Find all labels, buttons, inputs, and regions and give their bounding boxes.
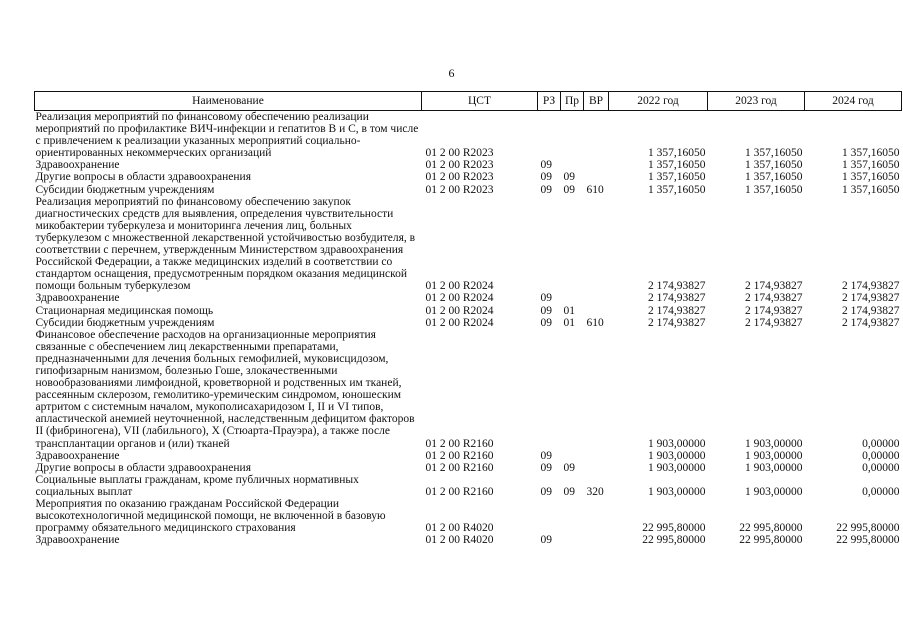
header-rz: РЗ xyxy=(538,92,561,111)
cell-cst: 01 2 00 R2023 xyxy=(425,147,494,160)
cell-name: Субсидии бюджетным учреждениям xyxy=(35,183,215,196)
cell-pr xyxy=(561,111,584,160)
page-number: 6 xyxy=(448,66,455,80)
cell-2022: 2 174,93827 xyxy=(648,304,706,317)
cell-cst: 01 2 00 R2160 xyxy=(425,461,494,474)
cell-2023: 2 174,93827 xyxy=(745,304,803,317)
cell-2024: 1 357,16050 xyxy=(842,159,900,172)
table-row xyxy=(35,171,902,183)
cell-rz: 09 xyxy=(540,316,552,329)
table-row xyxy=(35,159,902,171)
table-row xyxy=(35,450,902,462)
cell-pr: 09 xyxy=(563,461,575,474)
header-vr: ВР xyxy=(584,92,609,111)
cell-2022: 2 174,93827 xyxy=(648,292,706,305)
cell-pr: 09 xyxy=(563,171,575,184)
cell-cst: 01 2 00 R2024 xyxy=(425,280,494,293)
cell-cst: 01 2 00 R4020 xyxy=(425,522,494,535)
cell-name: Финансовое обеспечение расходов на организационные мероприятия связанные с обеспечением лиц лекарственными препаратами, предназначенными для лечения больных гемофилией, муковисцидозом, гипофизарным нанизмом, болезнью Гоше, злокачественными новообразованиями лимфоидной, кроветворной и родственных им тканей, рассеянным склерозом, гемолитико-уремическим синдромом, юношеским артритом с системным началом, мукополисахаридозом I, II и VI типов, апластической анемией неуточненной, наследственным дефицитом факторов II (фибриногена), VII (лабильного), X (Стюарта-Прауэра), а также после трансплантации органов и (или) тканей xyxy=(35,328,415,450)
header-2023: 2023 год xyxy=(708,92,805,111)
cell-pr: 09 xyxy=(563,485,575,498)
cell-2022: 2 174,93827 xyxy=(648,280,706,293)
budget-table xyxy=(34,91,902,546)
table-row xyxy=(35,196,902,293)
cell-vr: 610 xyxy=(586,183,604,196)
cell-2024: 22 995,80000 xyxy=(836,534,900,547)
cell-2022: 1 357,16050 xyxy=(648,159,706,172)
cell-2022: 22 995,80000 xyxy=(642,534,706,547)
cell-2022: 1 357,16050 xyxy=(648,183,706,196)
cell-2024: 0,00000 xyxy=(862,485,900,498)
table-row xyxy=(35,184,902,196)
cell-2024: 0,00000 xyxy=(862,437,900,450)
cell-pr xyxy=(561,450,584,462)
cell-cst: 01 2 00 R2023 xyxy=(425,183,494,196)
cell-name: Здравоохранение xyxy=(35,159,120,172)
cell-2023: 1 357,16050 xyxy=(745,147,803,160)
cell-vr xyxy=(584,498,609,534)
header-2022: 2022 год xyxy=(609,92,708,111)
cell-pr xyxy=(561,292,584,304)
cell-2023: 1 903,00000 xyxy=(745,461,803,474)
cell-name: Здравоохранение xyxy=(35,449,120,462)
cell-rz xyxy=(538,196,561,293)
cell-cst: 01 2 00 R2160 xyxy=(425,485,494,498)
cell-vr xyxy=(584,450,609,462)
cell-2022: 1 357,16050 xyxy=(648,171,706,184)
cell-rz xyxy=(538,329,561,450)
cell-vr xyxy=(584,159,609,171)
cell-pr xyxy=(561,534,584,546)
cell-2024: 1 357,16050 xyxy=(842,183,900,196)
cell-name: Субсидии бюджетным учреждениям xyxy=(35,316,215,329)
cell-cst: 01 2 00 R2024 xyxy=(425,292,494,305)
cell-2023: 1 357,16050 xyxy=(745,171,803,184)
cell-2022: 22 995,80000 xyxy=(642,522,706,535)
header-name: Наименование xyxy=(35,92,422,111)
cell-2023: 1 903,00000 xyxy=(745,437,803,450)
cell-pr xyxy=(561,196,584,293)
cell-vr: 610 xyxy=(586,316,604,329)
cell-cst: 01 2 00 R2023 xyxy=(425,159,494,172)
cell-2024: 2 174,93827 xyxy=(842,304,900,317)
cell-rz: 09 xyxy=(540,159,552,172)
cell-rz xyxy=(538,111,561,160)
table-row xyxy=(35,474,902,498)
cell-2024: 0,00000 xyxy=(862,449,900,462)
header-2024: 2024 год xyxy=(805,92,902,111)
cell-2024: 22 995,80000 xyxy=(836,522,900,535)
table-row xyxy=(35,111,902,160)
table-row xyxy=(35,462,902,474)
cell-rz: 09 xyxy=(540,461,552,474)
table-header-row xyxy=(35,92,902,111)
cell-name: Реализация мероприятий по финансовому обеспечению закупок диагностических средств для выявления, определения чувствительности микобактерии туберкулеза и мониторинга лечения лиц, больных туберкулезом с множественной лекарственной устойчивостью возбудителя, в соответствии с перечнем, утвержденным Министерством здравоохранения Российской Федерации, а также медицинских изделий в соответствии со стандартом оснащения, предусмотренным порядком оказания медицинской помощи больным туберкулезом xyxy=(35,195,416,293)
cell-vr xyxy=(584,171,609,183)
cell-name: Реализация мероприятий по финансовому обеспечению реализации мероприятий по профилактике ВИЧ-инфекции и гепатитов В и С, в том числе с привлечением к реализации указанных мероприятий социально-ориентированных некоммерческих организаций xyxy=(35,111,419,160)
cell-rz: 09 xyxy=(540,292,552,305)
cell-2023: 22 995,80000 xyxy=(739,522,803,535)
cell-vr: 320 xyxy=(586,485,604,498)
cell-2023: 1 903,00000 xyxy=(745,449,803,462)
cell-cst: 01 2 00 R2023 xyxy=(425,171,494,184)
cell-2022: 1 903,00000 xyxy=(648,437,706,450)
header-pr: Пр xyxy=(561,92,584,111)
table-row xyxy=(35,329,902,450)
cell-2022: 2 174,93827 xyxy=(648,316,706,329)
cell-pr: 09 xyxy=(563,183,575,196)
cell-rz: 09 xyxy=(540,171,552,184)
cell-name: Здравоохранение xyxy=(35,292,120,305)
cell-2023: 2 174,93827 xyxy=(745,292,803,305)
cell-2023: 1 357,16050 xyxy=(745,159,803,172)
cell-2022: 1 903,00000 xyxy=(648,485,706,498)
cell-name: Мероприятия по оказанию гражданам Российской Федерации высокотехнологичной медицинской помощи, не включенной в базовую программу обязательного медицинского страхования xyxy=(35,498,386,535)
cell-name: Другие вопросы в области здравоохранения xyxy=(35,461,251,474)
cell-2023: 1 357,16050 xyxy=(745,183,803,196)
table-row xyxy=(35,534,902,546)
table-row xyxy=(35,498,902,534)
cell-2022: 1 903,00000 xyxy=(648,461,706,474)
cell-vr xyxy=(584,534,609,546)
cell-vr xyxy=(584,111,609,160)
cell-rz: 09 xyxy=(540,449,552,462)
cell-name: Социальные выплаты гражданам, кроме публичных нормативных социальных выплат xyxy=(35,473,359,498)
cell-name: Стационарная медицинская помощь xyxy=(35,304,214,317)
cell-2023: 2 174,93827 xyxy=(745,316,803,329)
cell-name: Здравоохранение xyxy=(35,534,120,547)
table-row xyxy=(35,317,902,329)
cell-vr xyxy=(584,462,609,474)
cell-vr xyxy=(584,329,609,450)
cell-cst: 01 2 00 R2024 xyxy=(425,304,494,317)
cell-2024: 0,00000 xyxy=(862,461,900,474)
header-cst: ЦСТ xyxy=(422,92,538,111)
cell-cst: 01 2 00 R4020 xyxy=(425,534,494,547)
cell-2024: 2 174,93827 xyxy=(842,316,900,329)
cell-2024: 2 174,93827 xyxy=(842,292,900,305)
cell-pr xyxy=(561,498,584,534)
cell-rz: 09 xyxy=(540,534,552,547)
cell-vr xyxy=(584,305,609,317)
cell-rz xyxy=(538,498,561,534)
table-row xyxy=(35,292,902,304)
cell-pr: 01 xyxy=(563,304,575,317)
cell-pr: 01 xyxy=(563,316,575,329)
table-row xyxy=(35,305,902,317)
cell-2022: 1 903,00000 xyxy=(648,449,706,462)
cell-pr xyxy=(561,329,584,450)
cell-cst: 01 2 00 R2160 xyxy=(425,449,494,462)
cell-2024: 1 357,16050 xyxy=(842,147,900,160)
cell-2022: 1 357,16050 xyxy=(648,147,706,160)
cell-vr xyxy=(584,292,609,304)
cell-vr xyxy=(584,196,609,293)
cell-2023: 22 995,80000 xyxy=(739,534,803,547)
cell-rz: 09 xyxy=(540,304,552,317)
cell-2024: 2 174,93827 xyxy=(842,280,900,293)
cell-rz: 09 xyxy=(540,183,552,196)
cell-cst: 01 2 00 R2160 xyxy=(425,437,494,450)
cell-cst: 01 2 00 R2024 xyxy=(425,316,494,329)
cell-pr xyxy=(561,159,584,171)
cell-name: Другие вопросы в области здравоохранения xyxy=(35,171,251,184)
cell-2023: 2 174,93827 xyxy=(745,280,803,293)
cell-rz: 09 xyxy=(540,485,552,498)
cell-2023: 1 903,00000 xyxy=(745,485,803,498)
cell-2024: 1 357,16050 xyxy=(842,171,900,184)
